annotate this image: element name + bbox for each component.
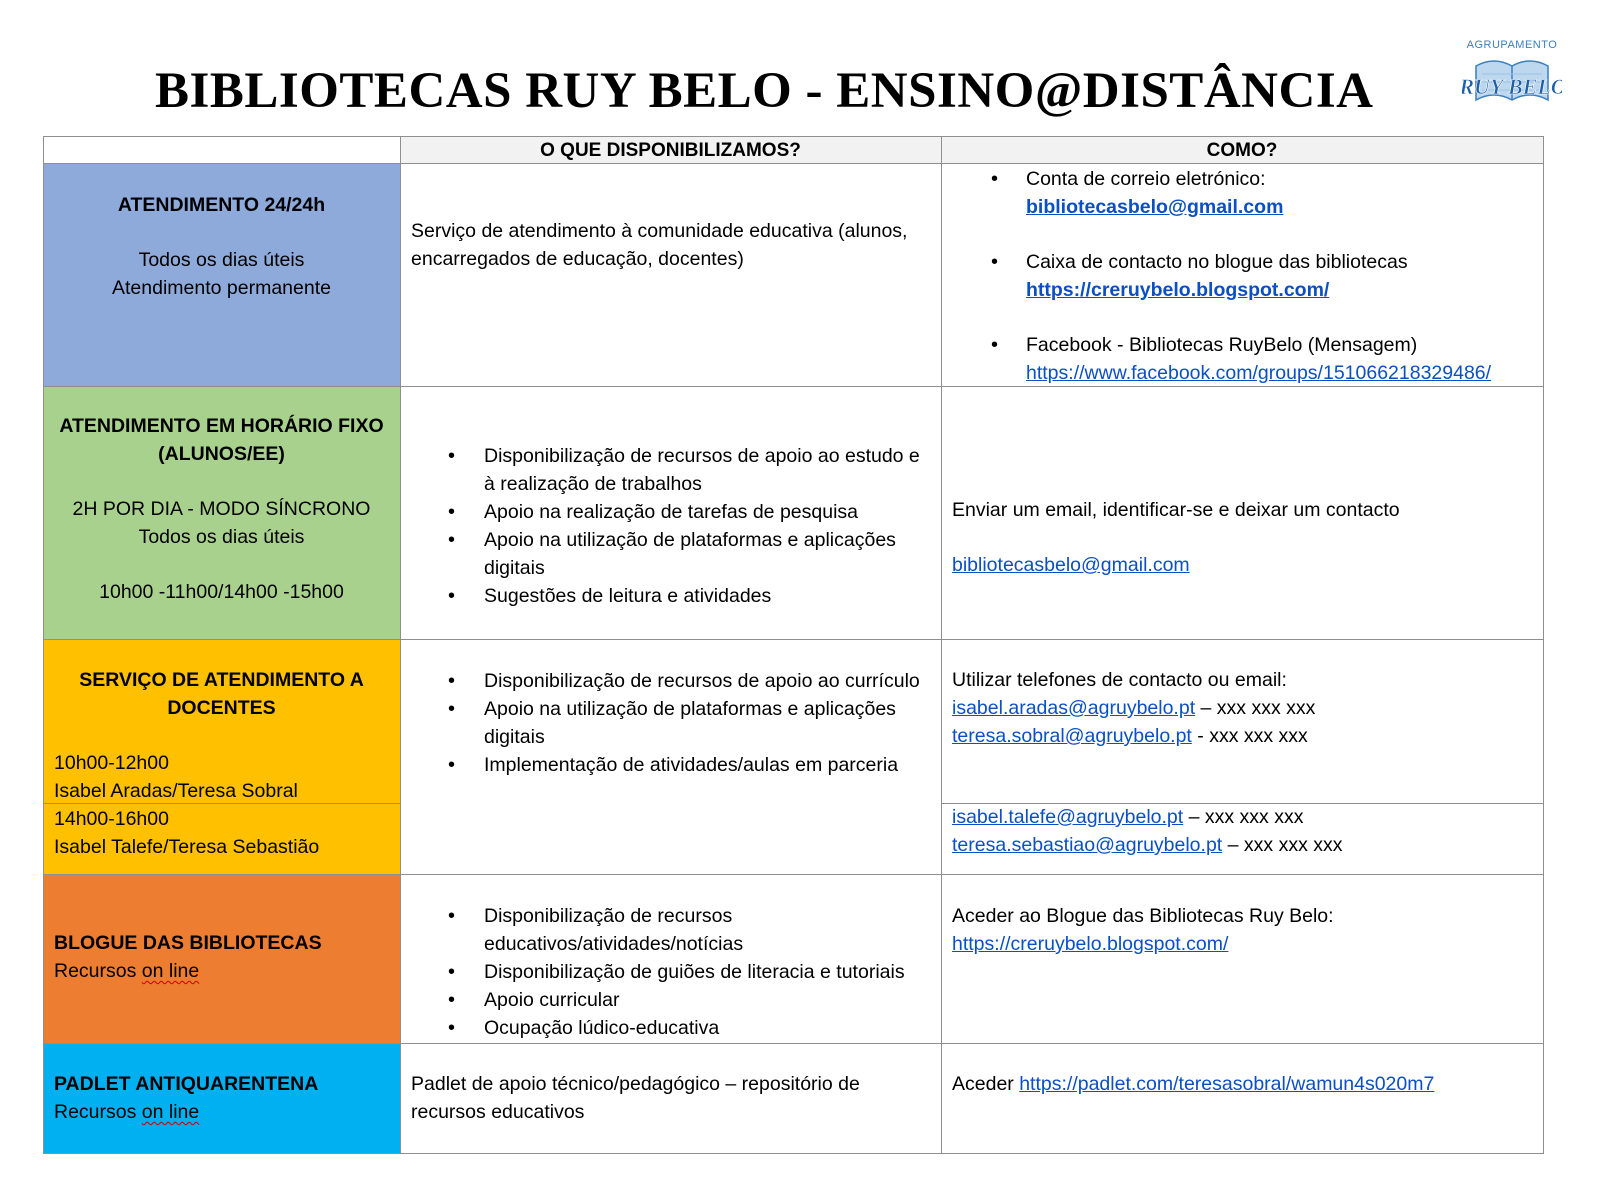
header-what-we-offer: O QUE DISPONIBILIZAMOS?: [400, 137, 941, 164]
table-border: [400, 136, 401, 1154]
page-title: BIBLIOTECAS RUY BELO - ENSINO@DISTÂNCIA: [155, 63, 1374, 119]
contact-line: teresa.sebastiao@agruybelo.pt – xxx xxx xxx: [952, 834, 1343, 856]
row2-title-line2: (ALUNOS/EE): [158, 443, 285, 465]
list-item: • Apoio na utilização de plataformas e aplicações digitais: [400, 695, 927, 751]
email-link[interactable]: bibliotecasbelo@gmail.com: [952, 554, 1190, 576]
row3-title-line2: DOCENTES: [167, 697, 276, 719]
row1-how-cell: [941, 164, 1543, 386]
row2-how-cell: [941, 386, 1543, 639]
table-border: [43, 639, 1543, 640]
row1-service-cell: [43, 164, 400, 386]
contact-line: teresa.sobral@agruybelo.pt - xxx xxx xxx: [952, 725, 1308, 747]
row1-how-item: • Facebook - Bibliotecas RuyBelo (Mensagem) https://www.facebook.com/groups/151066218329486/: [941, 331, 1543, 387]
email-link[interactable]: teresa.sebastiao@agruybelo.pt: [952, 834, 1223, 856]
table-border: [941, 803, 1543, 804]
row1-line2: Atendimento permanente: [112, 277, 331, 299]
row1-how-item: • Caixa de contacto no blogue das bibliotecas https://creruybelo.blogspot.com/: [941, 248, 1543, 304]
row5-offer-text: Padlet de apoio técnico/pedagógico – repositório de recursos educativos: [411, 1073, 860, 1123]
table-border: [1543, 136, 1544, 1154]
row5-how-cell: Aceder https://padlet.com/teresasobral/wamun4s020m7: [952, 1073, 1435, 1095]
email-link[interactable]: isabel.aradas@agruybelo.pt: [952, 697, 1196, 719]
row4-subtitle: Recursos on line: [54, 960, 200, 982]
contact-line: isabel.aradas@agruybelo.pt – xxx xxx xxx: [952, 697, 1316, 719]
list-item: • Disponibilização de recursos de apoio ao currículo: [400, 667, 927, 695]
row5-service-cell: [43, 1043, 400, 1153]
row2-service-cell: [43, 386, 400, 639]
svg-text:AGRUPAMENTO: AGRUPAMENTO: [1466, 39, 1558, 51]
table-border: [43, 1043, 1543, 1044]
row2-line1: 2H POR DIA - MODO SÍNCRONO: [72, 498, 371, 520]
row3-how-cell-bottom: [941, 803, 1543, 874]
list-item: • Disponibilização de recursos educativos/atividades/notícias: [400, 902, 931, 958]
table-border: [43, 386, 1543, 387]
contact-line: isabel.talefe@agruybelo.pt – xxx xxx xxx: [952, 806, 1304, 828]
row4-how-cell: [941, 874, 1543, 1043]
table-border: [43, 163, 1543, 164]
table-border: [941, 136, 942, 1154]
row4-how-text: Aceder ao Blogue das Bibliotecas Ruy Belo:: [952, 905, 1334, 927]
row3-slot2-time: 14h00-16h00: [54, 808, 169, 830]
list-item: • Apoio na realização de tarefas de pesquisa: [400, 498, 927, 526]
table-border: [43, 136, 1543, 137]
row2-line3: 10h00 -11h00/14h00 -15h00: [99, 581, 344, 603]
row2-offer-cell: [400, 386, 941, 639]
table-border: [43, 803, 400, 804]
row1-offer-cell: [400, 164, 941, 386]
list-item: • Apoio curricular: [400, 986, 931, 1014]
row3-service-cell: [43, 639, 400, 874]
blog-link[interactable]: https://creruybelo.blogspot.com/: [1026, 279, 1330, 301]
email-link[interactable]: bibliotecasbelo@gmail.com: [1026, 196, 1284, 218]
row5-offer-cell: [400, 1043, 941, 1153]
row3-how-cell-top: [941, 639, 1543, 803]
row4-title: BLOGUE DAS BIBLIOTECAS: [54, 932, 322, 954]
row5-title: PADLET ANTIQUARENTENA: [54, 1073, 319, 1095]
list-item: • Disponibilização de guiões de literacia e tutoriais: [400, 958, 931, 986]
row2-how-text: Enviar um email, identificar-se e deixar um contacto: [952, 499, 1400, 521]
list-item: • Ocupação lúdico-educativa: [400, 1014, 931, 1042]
row3-title-line1: SERVIÇO DE ATENDIMENTO A: [79, 669, 364, 691]
row5-subtitle: Recursos on line: [54, 1101, 200, 1123]
row3-slot1-names: Isabel Aradas/Teresa Sobral: [54, 780, 298, 802]
list-item: • Disponibilização de recursos de apoio ao estudo e à realização de trabalhos: [400, 442, 927, 498]
row1-offer-text: Serviço de atendimento à comunidade educativa (alunos, encarregados de educação, docentes): [411, 220, 908, 270]
row4-offer-cell: [400, 874, 941, 1043]
row3-offer-cell: [400, 639, 941, 874]
row1-title: ATENDIMENTO 24/24h: [117, 194, 326, 216]
row3-slot1-time: 10h00-12h00: [54, 752, 169, 774]
row4-service-cell: [43, 874, 400, 1043]
table-border: [43, 874, 1543, 875]
row1-line1: Todos os dias úteis: [138, 249, 305, 271]
row3-how-intro: Utilizar telefones de contacto ou email:: [952, 669, 1287, 691]
header-how: COMO?: [941, 137, 1543, 164]
row3-slot2-names: Isabel Talefe/Teresa Sebastião: [54, 836, 320, 858]
list-item: • Apoio na utilização de plataformas e aplicações digitais: [400, 526, 927, 582]
blog-link[interactable]: https://creruybelo.blogspot.com/: [952, 933, 1229, 955]
header-empty-cell: [43, 137, 400, 164]
facebook-link[interactable]: https://www.facebook.com/groups/151066218329486/: [1026, 362, 1492, 384]
row1-how-item: • Conta de correio eletrónico: bibliotecasbelo@gmail.com: [941, 165, 1543, 221]
list-item: • Sugestões de leitura e atividades: [400, 582, 927, 610]
svg-text:RUY BELO: RUY BELO: [1462, 74, 1562, 99]
email-link[interactable]: teresa.sobral@agruybelo.pt: [952, 725, 1192, 747]
row2-line2: Todos os dias úteis: [138, 526, 305, 548]
padlet-link[interactable]: https://padlet.com/teresasobral/wamun4s020m7: [1019, 1073, 1435, 1095]
list-item: • Implementação de atividades/aulas em parceria: [400, 751, 927, 779]
row2-title-line1: ATENDIMENTO EM HORÁRIO FIXO: [59, 415, 384, 437]
email-link[interactable]: isabel.talefe@agruybelo.pt: [952, 806, 1184, 828]
table-border: [43, 136, 44, 1154]
table-border: [43, 1153, 1543, 1154]
